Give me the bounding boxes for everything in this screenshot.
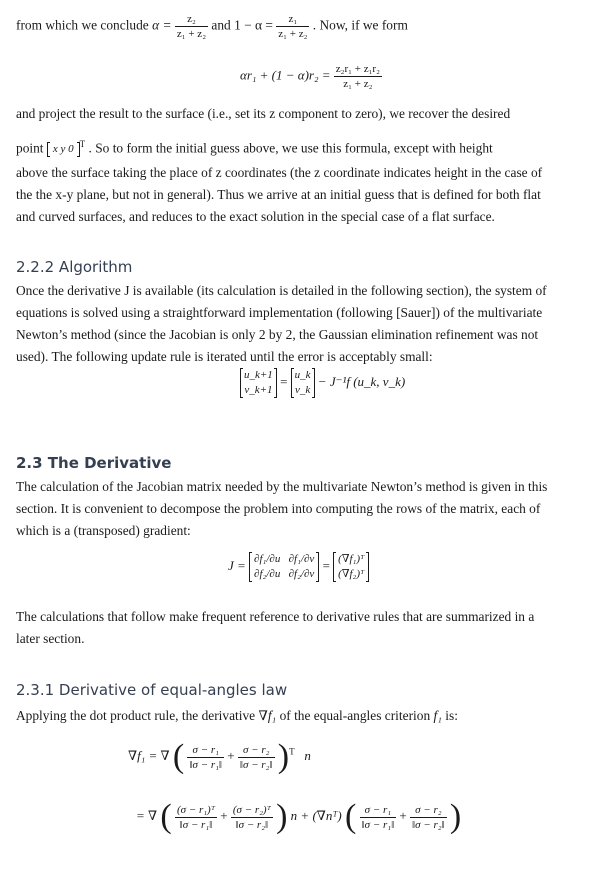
para1-now: . Now, if we form xyxy=(312,17,408,33)
jacobian-r2c2: ∂f₂/∂v xyxy=(288,568,315,580)
transpose-mark: T xyxy=(79,139,86,149)
eq2-lhs-top: u_k+1 xyxy=(244,369,273,381)
fraction-one-minus-alpha xyxy=(276,12,309,41)
para2-line4: the the x-y plane, but not in general). Thus we arrive at an initial guess that is defined for both flat xyxy=(16,187,541,202)
sec222-line3: Newton’s method (since the Jacobian is only 2 by 2, the Gaussian elimination refinement was not xyxy=(16,327,539,342)
frac-den: z₁ + z₂ xyxy=(278,28,308,40)
para2-line3: above the surface taking the place of z coordinates (the z coordinate indicates height in the case of xyxy=(16,165,543,180)
equation-gradient-expanded xyxy=(136,800,461,834)
equation-jacobian xyxy=(228,552,369,582)
point-vector xyxy=(47,142,80,157)
f1-symbol: f₁ xyxy=(433,708,442,723)
equation-newton-update xyxy=(240,368,405,398)
heading-equal-angles: 2.3.1 Derivative of equal-angles law xyxy=(16,681,288,699)
sec23-line1: The calculation of the Jacobian matrix needed by the multivariate Newton’s method is given in this xyxy=(16,479,548,494)
frac-num: σ − r₁ xyxy=(187,743,224,758)
heading-algorithm: 2.2.2 Algorithm xyxy=(16,258,133,276)
jacobian-r2c1: ∂f₂/∂u xyxy=(254,568,281,580)
sec23-line3: which is a (transposed) gradient: xyxy=(16,523,191,538)
para3-line1: The calculations that follow make frequent reference to derivative rules that are summarized in a xyxy=(16,609,535,624)
sec222-line1: Once the derivative J is available (its calculation is detailed in the following section), the system of xyxy=(16,283,547,298)
point-vector-values: x y 0 xyxy=(52,142,74,155)
frac-den: ‖σ − r₁‖ xyxy=(179,818,213,831)
para2-line5: and curved surfaces, and reduces to the exact solution in the special case of a flat surface. xyxy=(16,209,495,224)
eq5-term1 xyxy=(175,803,217,832)
sec231-line1 xyxy=(16,705,596,727)
eq3-equals: = xyxy=(322,557,330,573)
frac-num: z₂ xyxy=(175,12,208,27)
eq1-fraction xyxy=(334,62,382,91)
eq5-term3 xyxy=(360,803,397,832)
plus-sign: + xyxy=(227,747,235,763)
frac-den: ‖σ − r₂‖ xyxy=(412,818,445,831)
para2-line2 xyxy=(16,133,596,160)
jacobian-r1c1: ∂f₁/∂u xyxy=(254,553,281,565)
frac-den: z₁ + z₂ xyxy=(343,78,373,90)
gradient-row2: (∇f₂)ᵀ xyxy=(338,568,365,580)
eq4-lhs: ∇f₁ = ∇ xyxy=(128,747,170,763)
frac-den: ‖σ − r₁‖ xyxy=(189,758,223,771)
left-paren: ( xyxy=(160,798,172,835)
eq2-rhs-bot: v_k xyxy=(294,384,311,396)
plus-sign: + xyxy=(220,807,228,823)
frac-num: (σ − r₂)ᵀ xyxy=(232,803,271,816)
para1-line xyxy=(16,12,596,41)
heading-the-derivative: 2.3 The Derivative xyxy=(16,454,172,472)
frac-num: z₂r₁ + z₁r₂ xyxy=(335,63,380,75)
point-label: point xyxy=(16,140,44,156)
transpose-mark: T xyxy=(289,746,295,757)
eq2-equals: = xyxy=(280,373,288,389)
frac-den: ‖σ − r₂‖ xyxy=(239,758,273,771)
sec231-line1-a: Applying the dot product rule, the derivative xyxy=(16,708,256,723)
right-paren: ) xyxy=(449,798,462,835)
gradient-row1: (∇f₁)ᵀ xyxy=(338,553,365,565)
eq2-rhs-vector xyxy=(291,368,315,398)
sec222-line4: used). The following update rule is iterated until the error is acceptably small: xyxy=(16,349,433,364)
fraction-alpha xyxy=(175,12,208,41)
eq5-lead: = ∇ xyxy=(136,807,158,823)
gradient-stack xyxy=(333,552,369,582)
eq5-term4 xyxy=(410,803,447,832)
left-paren: ( xyxy=(344,798,357,835)
alpha-equation: α = xyxy=(152,17,172,33)
normal-n: n xyxy=(304,747,311,763)
frac-den: ‖σ − r₂‖ xyxy=(235,818,269,831)
jacobian-matrix xyxy=(249,552,319,582)
eq2-tail: − J⁻¹f (u_k, v_k) xyxy=(317,373,406,389)
sec231-line1-b: of the equal-angles criterion xyxy=(279,708,431,723)
eq1-lhs: αr₁ + (1 − α)r₂ = xyxy=(240,67,331,83)
para1-and: and 1 − α = xyxy=(211,17,273,33)
frac-num: σ − r₁ xyxy=(360,803,397,818)
eq4-term2 xyxy=(238,743,275,772)
right-paren: ) xyxy=(276,798,288,835)
eq2-lhs-vector xyxy=(240,368,277,398)
eq2-rhs-top: u_k xyxy=(294,369,311,381)
para2-line2-rest: . So to form the initial guess above, we use this formula, except with height xyxy=(88,140,493,156)
eq4-term1 xyxy=(187,743,224,772)
frac-num: (σ − r₁)ᵀ xyxy=(176,803,215,816)
frac-num: σ − r₂ xyxy=(238,743,275,758)
frac-den: ‖σ − r₁‖ xyxy=(361,818,395,831)
frac-den: z₁ + z₂ xyxy=(176,28,207,40)
eq3-lhs: J = xyxy=(228,557,246,573)
gradient-f1: ∇f₁ xyxy=(258,708,277,723)
frac-num: z₁ xyxy=(276,12,309,27)
right-paren: ) xyxy=(277,738,290,775)
eq5-mid: n + (∇nᵀ) xyxy=(290,807,342,823)
left-paren: ( xyxy=(172,738,185,775)
para3-line2: later section. xyxy=(16,631,85,646)
sec231-line1-c: is: xyxy=(445,708,458,723)
equation-weighted-combination xyxy=(240,62,382,91)
sec23-line2: section. It is convenient to decompose the problem into computing the rows of the matrix, each of xyxy=(16,501,541,516)
equation-gradient-f1 xyxy=(128,740,311,774)
sec222-line2: equations is solved using a straightforward implementation (following [Sauer]) of the multivariate xyxy=(16,305,543,320)
para2-line1: and project the result to the surface (i.e., set its z component to zero), we recover the desired xyxy=(16,106,511,121)
eq2-lhs-bot: v_k+1 xyxy=(244,384,273,396)
plus-sign: + xyxy=(399,807,407,823)
jacobian-r1c2: ∂f₁/∂v xyxy=(288,553,315,565)
para1-lead: from which we conclude xyxy=(16,17,149,33)
eq5-term2 xyxy=(231,803,273,832)
frac-num: σ − r₂ xyxy=(410,803,447,818)
